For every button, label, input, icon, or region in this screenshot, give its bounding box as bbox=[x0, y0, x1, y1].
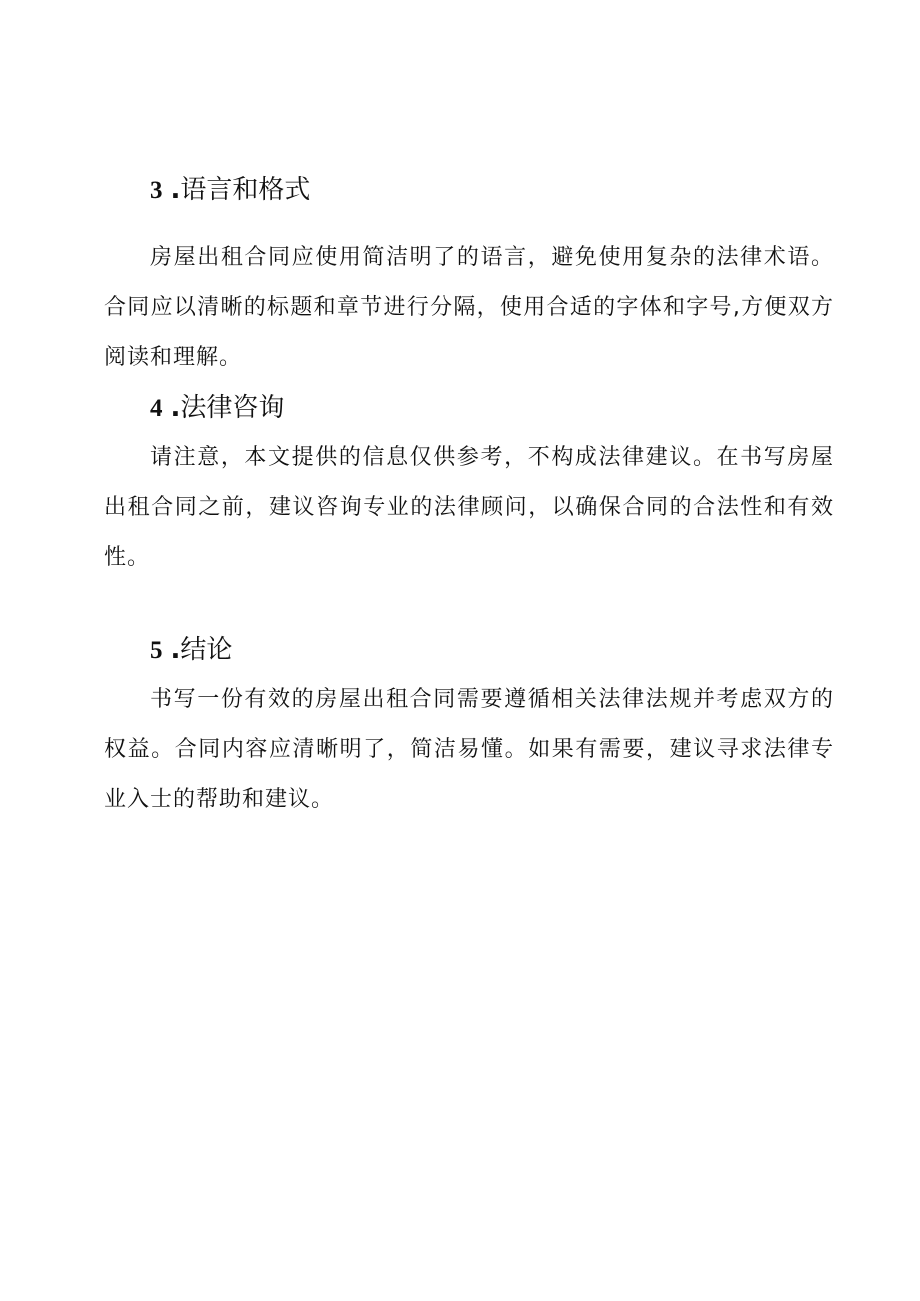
section-body: 书写一份有效的房屋出租合同需要遵循相关法律法规并考虑双方的权益。合同内容应清晰明了，简洁易懂。如果有需要，建议寻求法律专业入士的帮助和建议。 bbox=[104, 687, 834, 812]
section-heading bbox=[104, 390, 834, 427]
section-conclusion bbox=[104, 632, 834, 825]
section-language-and-format bbox=[104, 172, 834, 383]
section-number: 5 bbox=[150, 637, 163, 664]
section-heading bbox=[104, 172, 834, 209]
section-dot: . bbox=[170, 393, 181, 423]
section-heading bbox=[104, 632, 834, 669]
section-number: 3 bbox=[150, 177, 163, 204]
section-dot: . bbox=[170, 635, 181, 665]
section-title: 语言和格式 bbox=[180, 175, 311, 205]
section-dot: . bbox=[170, 175, 181, 205]
section-body: 请注意，本文提供的信息仅供参考，不构成法律建议。在书写房屋出租合同之前，建议咨询专业的法律顾问，以确保合同的合法性和有效性。 bbox=[104, 445, 834, 570]
section-legal-advice bbox=[104, 390, 834, 583]
section-number: 4 bbox=[150, 395, 163, 422]
section-title: 结论 bbox=[180, 635, 233, 665]
section-title: 法律咨询 bbox=[180, 393, 285, 423]
section-body: 房屋出租合同应使用简洁明了的语言，避免使用复杂的法律术语。合同应以清晰的标题和章节进行分隔，使用合适的字体和字号,方便双方阅读和理解。 bbox=[104, 245, 834, 370]
